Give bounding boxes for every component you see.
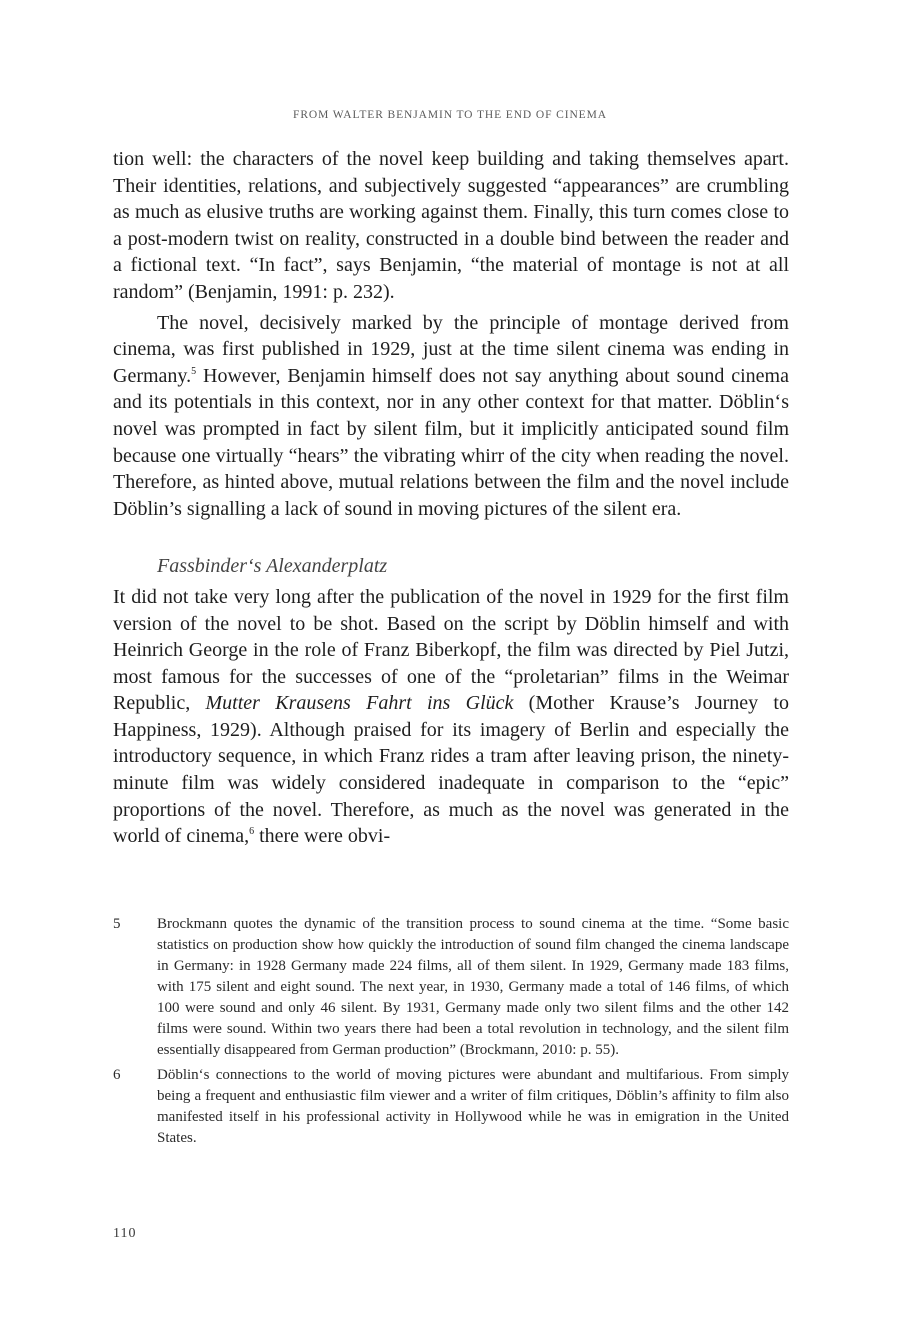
- paragraph-montage: [113, 310, 789, 523]
- section-heading: Fassbinder‘s Alexanderplatz: [157, 555, 388, 578]
- footnote-text: Brockmann quotes the dynamic of the transition process to sound cinema at the time. “Some basic statistics on production show how quickly the introduction of sound film changed the cinema landscape in Germany: in 1928 Germany made 224 films, all of them silent. In 1929, Germany made 183 films, with 175 silent and eight sound. The next year, in 1930, Germany made a total of 146 films, of which 100 were sound and only 46 silent. By 1931, Germany made only two silent films and the other 142 films were sound. Within two years there had been a total revolution in technology, and the silent film essentially disappeared from German production” (Brockmann, 2010: p. 55).: [157, 916, 789, 1058]
- footnote-5: [113, 914, 789, 1061]
- footnote-number: 5: [113, 916, 121, 932]
- footnotes: [113, 914, 789, 1153]
- footnote-number: 6: [113, 1067, 121, 1083]
- film-title: Mutter Krausens Fahrt ins Glück: [205, 692, 514, 715]
- paragraph-text: there were obvi-: [254, 825, 391, 848]
- paragraph-text: However, Benjamin himself does not say anything about sound cinema and its potentials in this context, nor in any other context for that matter. Döblin‘s novel was prompted in fact by silent film, but it implicitly anticipated sound film because one virtually “hears” the vibrating whirr of the city when reading the novel. Therefore, as hinted above, mutual relations between the film and the novel include Döblin’s signalling a lack of sound in moving pictures of the silent era.: [113, 364, 789, 520]
- footnote-6: [113, 1065, 789, 1149]
- running-head: FROM WALTER BENJAMIN TO THE END OF CINEMA: [293, 109, 607, 121]
- paragraph-continued: tion well: the characters of the novel keep building and taking themselves apart. Their identities, relations, and subjectively suggested “appearances” are crumbling as much as elusive truths are working against them. Finally, this turn comes close to a post-modern twist on reality, constructed in a double bind between the reader and a fictional text. “In fact”, says Benjamin, “the material of montage is not at all random” (Benjamin, 1991: p. 232).: [113, 148, 789, 303]
- paragraph-text: The novel, decisively marked by the principle of montage derived from cinema, was first published in 1929, just at the time silent cinema was ending in Germany.: [113, 311, 789, 387]
- footnote-reference-5[interactable]: 5: [191, 365, 197, 377]
- paragraph-text: It did not take very long after the publication of the novel in 1929 for the first film version of the novel to be shot. Based on the script by Döblin himself and with Heinrich George in the role of Franz Biberkopf, the film was directed by Piel Jutzi, most famous for the successes of one of the “proletarian” films in the Weimar Republic,: [113, 585, 789, 715]
- page-number: 110: [113, 1226, 137, 1241]
- footnote-reference-6[interactable]: 6: [249, 826, 255, 838]
- paragraph-first-film: [113, 584, 789, 850]
- footnote-text: Döblin‘s connections to the world of moving pictures were abundant and multifarious. From simply being a frequent and enthusiastic film viewer and a writer of film critiques, Döblin’s affinity to film also manifested itself in his professional activity in Hollywood while he was in emigration in the United States.: [157, 1067, 789, 1146]
- paragraph-text: (Mother Krause’s Journey to Happiness, 1929). Although praised for its imagery of Berlin and especially the introductory sequence, in which Franz rides a tram after leaving prison, the ninety-minute film was widely considered inadequate in comparison to the “epic” proportions of the novel. Therefore, as much as the novel was generated in the world of cinema,: [113, 692, 789, 848]
- body-text: [113, 146, 789, 850]
